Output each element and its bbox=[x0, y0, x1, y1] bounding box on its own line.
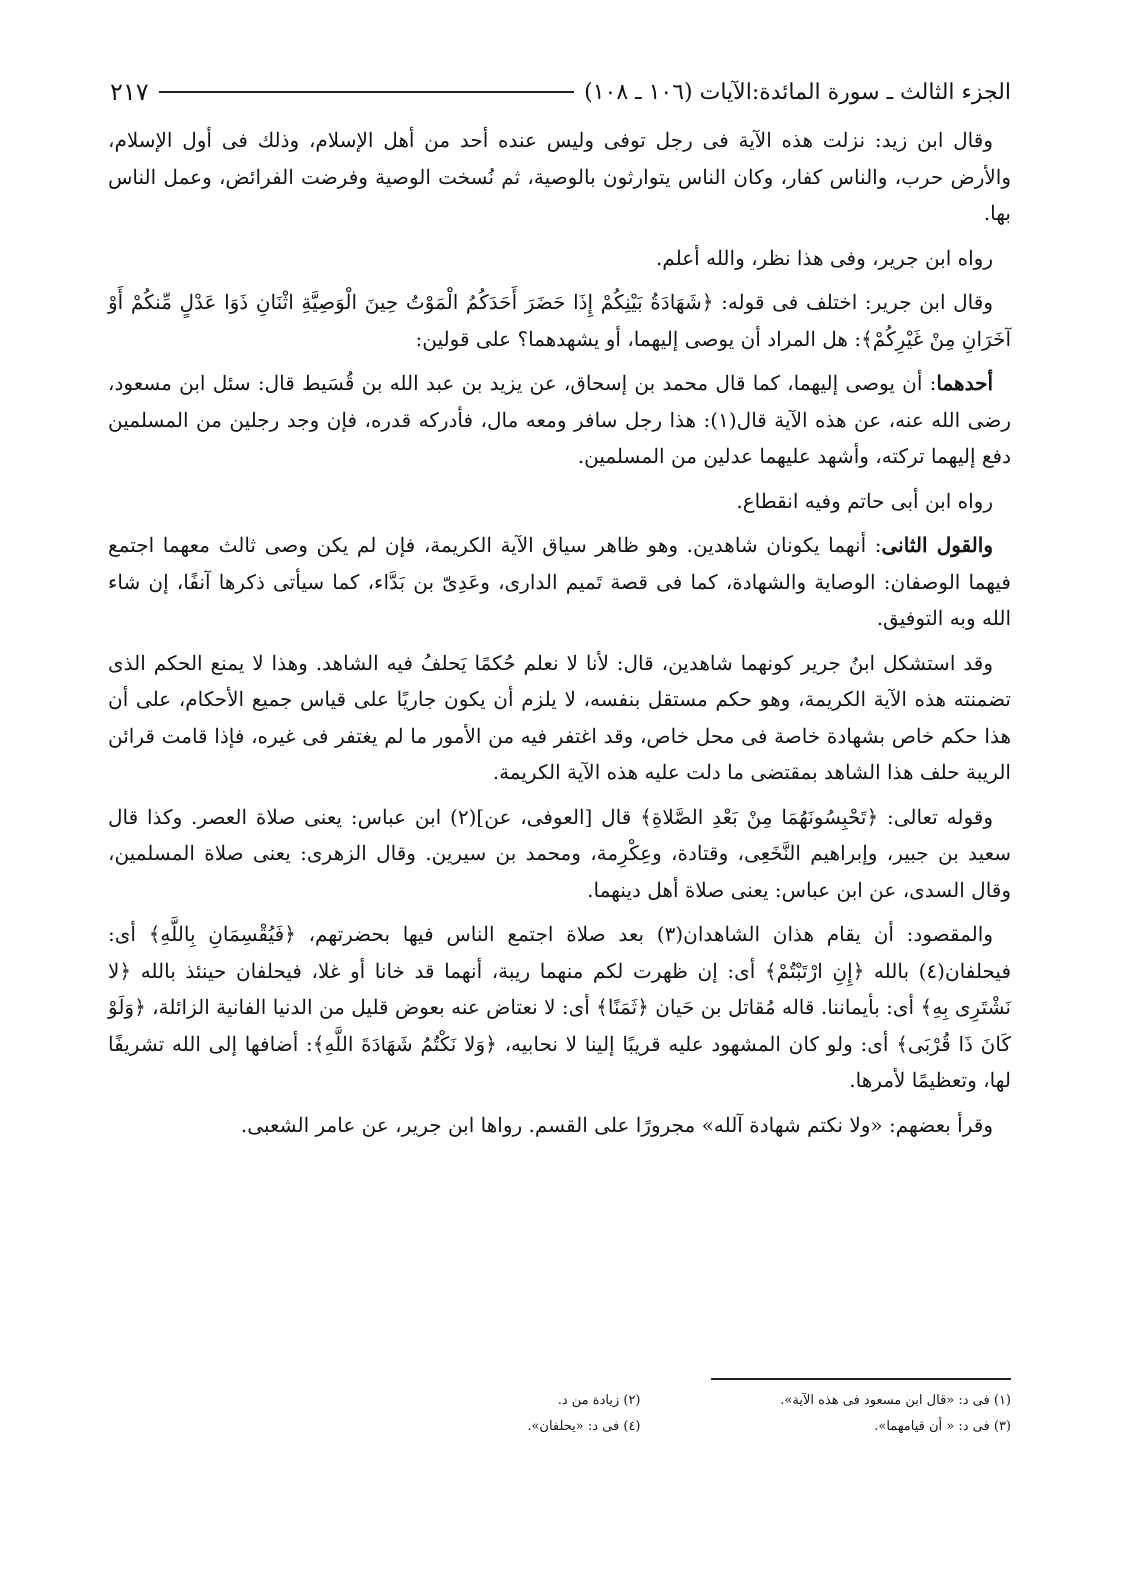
paragraph-text: : أنهما يكونان شاهدين. وهو ظاهر سياق الآية الكريمة، فإن لم يكن وصى ثالث معهما اجتمع فيهما الوصفان: الوصاية والشهادة، كما فى قصة تَميم الدارى، وعَدِىّ بن بَدَّاء، كما سيأتى ذكرها آنفًا، إن شاء الله وبه التوفيق. bbox=[108, 533, 1011, 630]
paragraph bbox=[108, 365, 1011, 475]
running-header bbox=[110, 72, 1011, 112]
paragraph bbox=[108, 799, 1011, 909]
main-text bbox=[108, 122, 1011, 1151]
paragraph bbox=[108, 1107, 1011, 1144]
page-number: ٢١٧ bbox=[110, 78, 149, 106]
paragraph bbox=[108, 527, 1011, 637]
footnote-rule bbox=[711, 1378, 1011, 1380]
paragraph bbox=[108, 916, 1011, 1099]
paragraph bbox=[108, 645, 1011, 791]
paragraph-lead: والقول الثانى bbox=[881, 533, 993, 557]
footnote: (٢) زيادة من د. bbox=[557, 1393, 641, 1408]
header-rule bbox=[159, 91, 574, 93]
paragraph bbox=[108, 284, 1011, 357]
paragraph-text: وقرأ بعضهم: «ولا نكتم شهادة آلله» مجرورًا على القسم. رواها ابن جرير، عن عامر الشعبى. bbox=[240, 1112, 993, 1137]
paragraph-text: وقد استشكل ابنُ جرير كونهما شاهدين، قال: لأنا لا نعلم حُكمًا يَحلفُ فيه الشاهد. وهذا لا يمنع الحكم الذى تضمنته هذه الآية الكريمة، وهو حكم مستقل بنفسه، لا يلزم أن يكون جاريًا على قياس جميع الأحكام، على أن هذا حكم خاص بشهادة خاصة فى محل خاص، وقد اغتفر فيه من الأمور ما لم يغتفر فى غيره، فإذا قامت قرائن الريبة حلف هذا الشاهد بمقتضى ما دلت عليه هذه الآية الكريمة. bbox=[108, 650, 1011, 784]
footnote: (٤) فى د: «يحلفان». bbox=[527, 1419, 641, 1434]
paragraph bbox=[108, 122, 1011, 232]
paragraph-text: رواه ابن أبى حاتم وفيه انقطاع. bbox=[736, 488, 993, 513]
footnotes bbox=[300, 1388, 1011, 1440]
paragraph-text: وقوله تعالى: ﴿تَحْبِسُونَهُمَا مِنْ بَعْدِ الصَّلاةِ﴾ قال [العوفى، عن](٢) ابن عباس: يعنى صلاة العصر. وكذا قال سعيد بن جبير، وإبراهيم النَّخَعِى، وقتادة، وعِكْرِمة، ومحمد بن سيرين. وقال الزهرى: يعنى صلاة المسلمين، وقال السدى، عن ابن عباس: يعنى صلاة أهل دينهما. bbox=[108, 804, 1011, 902]
paragraph-lead: أحدهما bbox=[936, 371, 993, 395]
paragraph-text: والمقصود: أن يقام هذان الشاهدان(٣) بعد صلاة اجتمع الناس فيها بحضرتهم، ﴿فَيُقْسِمَانِ بِاللَّهِ﴾ أى: فيحلفان(٤) بالله ﴿إِنِ ارْتَبْتُمْ﴾ أى: إن ظهرت لكم منهما ريبة، أنهما قد خانا أو غلا، فيحلفان حينئذ بالله ﴿لا نَشْتَرِى بِهِ﴾ أى: بأيماننا. قاله مُقاتل بن حَيان ﴿ثَمَنًا﴾ أى: لا نعتاض عنه بعوض قليل من الدنيا الفانية الزائلة، ﴿وَلَوْ كَانَ ذَا قُرْبَى﴾ أى: ولو كان المشهود عليه قريبًا إلينا لا نحابيه، ﴿وَلا نَكْتُمُ شَهَادَةَ اللَّهِ﴾: أضافها إلى الله تشريفًا لها، وتعظيمًا لأمرها. bbox=[108, 922, 1011, 1092]
paragraph-text: رواه ابن جرير، وفى هذا نظر، والله أعلم. bbox=[655, 245, 993, 270]
paragraph-text: : أن يوصى إليهما، كما قال محمد بن إسحاق، عن يزيد بن عبد الله بن قُسَيط قال: سئل ابن مسعود، رضى الله عنه، عن هذه الآية قال(١): هذا رجل سافر ومعه مال، فأدركه قدره، فإن وجد رجلين من المسلمين دفع إليهما تركته، وأشهد عليهما عدلين من المسلمين. bbox=[108, 371, 1011, 468]
footnote: (٣) فى د: « أن قيامهما». bbox=[874, 1419, 1011, 1434]
paragraph bbox=[108, 483, 1011, 520]
paragraph bbox=[108, 240, 1011, 277]
paragraph-text: وقال ابن زيد: نزلت هذه الآية فى رجل توفى وليس عنده أحد من أهل الإسلام، وذلك فى أول الإسلام، والأرض حرب، والناس كفار، وكان الناس يتوارثون بالوصية، ثم نُسخت الوصية وفرضت الفرائض، وعمل الناس بها. bbox=[108, 128, 1011, 225]
paragraph-text: وقال ابن جرير: اختلف فى قوله: ﴿شَهَادَةُ بَيْنِكُمْ إِذَا حَضَرَ أَحَدَكُمُ الْمَوْتُ حِينَ الْوَصِيَّةِ اثْنَانِ ذَوَا عَدْلٍ مِّنكُمْ أَوْ آخَرَانِ مِنْ غَيْرِكُمْ﴾: هل المراد أن يوصى إليهما، أو يشهدهما؟ على قولين: bbox=[108, 290, 1011, 351]
header-title: الجزء الثالث ـ سورة المائدة:الآيات (١٠٦ ـ ١٠٨) bbox=[584, 79, 1011, 105]
footnote: (١) فى د: «قال ابن مسعود فى هذه الآية». bbox=[780, 1393, 1011, 1408]
